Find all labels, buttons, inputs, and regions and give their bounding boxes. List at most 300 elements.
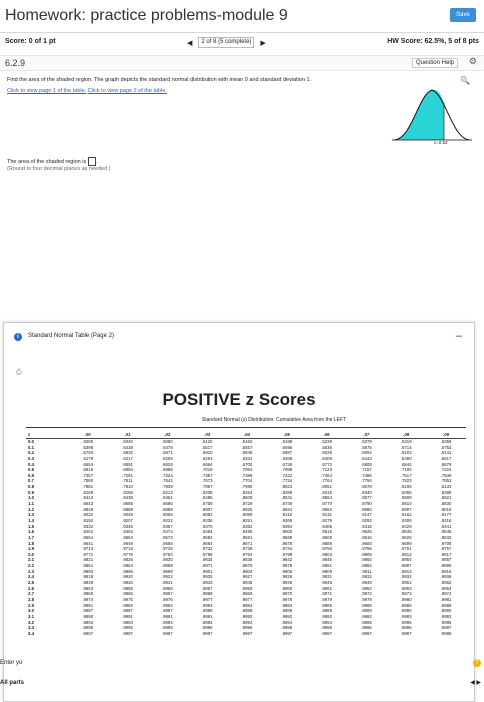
z-value-cell: 1.6 <box>28 529 34 535</box>
normal-curve-graph <box>392 85 472 147</box>
area-cell: .9686 <box>321 540 332 546</box>
area-cell: .8212 <box>161 489 173 495</box>
area-cell: .9706 <box>440 540 452 546</box>
area-cell: .9732 <box>201 546 213 552</box>
area-cell: .7580 <box>82 478 94 484</box>
area-cell: .9997 <box>122 630 133 636</box>
area-cell: .8599 <box>400 495 412 501</box>
area-cell: .9332 <box>82 523 94 529</box>
area-cell: .5319 <box>400 439 412 444</box>
area-cell: .9505 <box>281 529 293 535</box>
area-cell: .9964 <box>440 585 452 591</box>
area-cell: .9890 <box>440 563 452 569</box>
area-cell: .7823 <box>400 478 412 484</box>
area-cell: .6026 <box>321 450 332 456</box>
z-value-cell: 1.7 <box>28 534 34 540</box>
area-cell: .9987 <box>161 608 173 614</box>
z-value-cell: 3.4 <box>28 630 34 636</box>
area-cell: .9987 <box>82 608 94 614</box>
area-cell: .5871 <box>161 450 173 456</box>
area-cell: .8708 <box>201 501 213 507</box>
area-cell: .9406 <box>321 523 332 529</box>
column-header: .06 <box>323 432 330 437</box>
column-header: .00 <box>84 432 91 437</box>
printer-icon[interactable]: ⎙ <box>16 369 22 376</box>
area-cell: .6293 <box>201 455 213 461</box>
area-cell: .9591 <box>241 534 253 540</box>
area-cell: .9990 <box>440 608 452 614</box>
area-cell: .6064 <box>361 450 372 456</box>
area-cell: .9896 <box>122 568 133 574</box>
area-cell: .7704 <box>241 478 253 484</box>
area-cell: .8078 <box>361 484 372 490</box>
area-cell: .7734 <box>281 478 293 484</box>
area-cell: .5120 <box>201 439 213 444</box>
area-cell: .9812 <box>400 551 412 557</box>
area-cell: .9992 <box>281 613 293 619</box>
area-cell: .6443 <box>361 455 372 461</box>
z-value-cell: 1.9 <box>28 546 34 552</box>
area-cell: .8264 <box>241 489 253 495</box>
area-cell: .9713 <box>82 546 94 552</box>
page-arrows <box>470 679 481 686</box>
area-cell: .9834 <box>201 557 213 563</box>
area-cell: .9838 <box>241 557 253 563</box>
area-cell: .9678 <box>281 540 293 546</box>
area-cell: .5359 <box>440 439 452 444</box>
area-cell: .9463 <box>122 529 133 535</box>
area-cell: .8413 <box>82 495 94 501</box>
area-cell: .9192 <box>82 517 94 523</box>
area-cell: .9265 <box>281 517 293 523</box>
area-cell: .9761 <box>400 546 412 552</box>
area-cell: .9306 <box>400 517 412 523</box>
area-cell: .7257 <box>82 472 94 478</box>
area-cell: .7939 <box>161 484 173 490</box>
z-value-cell: 0.6 <box>28 472 34 478</box>
area-cell: .8686 <box>161 501 173 507</box>
area-cell: .8159 <box>82 489 94 495</box>
area-cell: .6331 <box>241 455 253 461</box>
area-cell: .8389 <box>440 489 452 495</box>
gear-icon[interactable]: ⚙ <box>468 56 477 66</box>
area-cell: .7764 <box>321 478 332 484</box>
question-select[interactable]: 2 of 8 (5 complete) <box>198 37 254 48</box>
area-cell: .9992 <box>321 613 332 619</box>
area-cell: .5080 <box>161 439 173 444</box>
area-cell: .9976 <box>161 596 173 602</box>
area-cell: .8888 <box>161 506 173 512</box>
area-cell: .9977 <box>201 596 213 602</box>
area-cell: .5517 <box>201 444 213 450</box>
column-header: z <box>28 432 31 437</box>
z-value-cell: 2.4 <box>28 574 34 580</box>
area-cell: .9884 <box>361 563 372 569</box>
area-cell: .9767 <box>440 546 452 552</box>
area-cell: .9115 <box>281 512 292 518</box>
area-cell: .9066 <box>161 512 173 518</box>
z-value-cell: 2.8 <box>28 596 34 602</box>
area-cell: .9997 <box>281 630 293 636</box>
area-cell: .9956 <box>161 585 173 591</box>
area-cell: .9996 <box>201 625 213 631</box>
area-cell: .5160 <box>241 439 253 444</box>
round-note: (Round to four decimal places as needed.) <box>7 166 111 172</box>
area-prompt: The area of the shaded region is . <box>7 158 98 165</box>
area-cell: .6368 <box>281 455 293 461</box>
question-help-button[interactable]: Question Help <box>412 58 458 68</box>
z-value-cell: 0.4 <box>28 461 34 467</box>
area-cell: .9995 <box>400 619 412 625</box>
area-cell: .9898 <box>161 568 173 574</box>
z-value-cell: 3.2 <box>28 619 34 625</box>
area-cell: .9099 <box>241 512 253 518</box>
area-cell: .9996 <box>361 625 372 631</box>
area-cell: .8849 <box>82 506 94 512</box>
area-cell: .9909 <box>321 568 332 574</box>
area-cell: .9808 <box>361 551 372 557</box>
area-cell: .9938 <box>82 580 94 586</box>
area-cell: .9875 <box>241 563 253 569</box>
area-cell: .5793 <box>82 450 94 456</box>
z-value-cell: 3.1 <box>28 613 34 619</box>
column-header: .04 <box>243 432 250 437</box>
area-cell: .9957 <box>201 585 213 591</box>
table-header-row <box>26 431 466 439</box>
area-cell: .9953 <box>82 585 94 591</box>
area-cell: .9973 <box>400 591 412 597</box>
area-cell: .7019 <box>201 467 213 473</box>
z-value-cell: 0.0 <box>28 439 34 444</box>
area-cell: .9952 <box>440 580 452 586</box>
area-cell: .9997 <box>400 630 412 636</box>
area-cell: .9997 <box>241 630 253 636</box>
area-cell: .9934 <box>400 574 412 580</box>
area-cell: .9989 <box>361 608 372 614</box>
area-cell: .6879 <box>440 461 452 467</box>
area-cell: .9943 <box>201 580 213 586</box>
save-button[interactable]: Save <box>450 8 476 22</box>
area-cell: .9279 <box>321 517 332 523</box>
area-cell: .9927 <box>241 574 253 580</box>
area-cell: .9251 <box>241 517 253 523</box>
area-cell: .9977 <box>241 596 253 602</box>
area-cell: .9986 <box>440 602 452 608</box>
area-cell: .9887 <box>400 563 412 569</box>
z-value-cell: 3.0 <box>28 608 34 614</box>
area-cell: .5398 <box>82 444 94 450</box>
z-value-cell: 2.5 <box>28 580 34 586</box>
area-cell: .9936 <box>440 574 452 580</box>
area-cell: .9864 <box>122 563 133 569</box>
area-cell: .7291 <box>122 472 133 478</box>
next-page-button[interactable]: ▶ <box>476 680 481 686</box>
area-cell: .9726 <box>161 546 173 552</box>
z-value-cell: 0.7 <box>28 478 34 484</box>
answer-input[interactable] <box>88 157 96 166</box>
table-links <box>7 88 167 94</box>
area-cell: .9991 <box>122 613 133 619</box>
area-cell: .9990 <box>400 608 412 614</box>
area-cell: .9850 <box>361 557 372 563</box>
area-cell: .7611 <box>122 478 133 484</box>
area-cell: .9997 <box>82 630 94 636</box>
all-parts-text: All parts <box>0 680 25 686</box>
area-cell: .9974 <box>82 596 94 602</box>
area-cell: .6808 <box>361 461 372 467</box>
area-cell: .9573 <box>161 534 173 540</box>
area-cell: .9906 <box>281 568 293 574</box>
area-cell: .7422 <box>281 472 293 478</box>
area-cell: .9991 <box>201 613 213 619</box>
z-value-cell: 1.2 <box>28 506 34 512</box>
area-cell: .9846 <box>321 557 332 563</box>
area-cell: .9974 <box>440 591 452 597</box>
column-header: .07 <box>363 432 370 437</box>
z-table <box>26 431 466 636</box>
area-cell: .9633 <box>440 534 452 540</box>
area-cell: .9925 <box>201 574 213 580</box>
area-cell: .9982 <box>161 602 173 608</box>
magnifier-icon[interactable]: 🔍 <box>460 76 470 85</box>
area-cell: .9515 <box>321 529 332 535</box>
area-cell: .9871 <box>201 563 213 569</box>
area-cell: .9949 <box>361 580 372 586</box>
area-cell: .8621 <box>440 495 452 501</box>
z-value-cell: 1.3 <box>28 512 34 518</box>
area-cell: .8106 <box>400 484 412 490</box>
area-cell: .9983 <box>201 602 213 608</box>
question-nav <box>187 37 266 48</box>
prev-page-button[interactable]: ◀ <box>470 680 475 686</box>
area-cell: .8944 <box>281 506 293 512</box>
area-cell: .8643 <box>82 501 94 507</box>
prev-question-button[interactable]: ◀ <box>187 39 193 47</box>
top-bar <box>0 0 484 33</box>
area-cell: .8790 <box>361 501 372 507</box>
area-cell: .7054 <box>241 467 253 473</box>
standard-normal-table-panel <box>3 322 475 702</box>
area-cell: .7224 <box>440 467 452 473</box>
area-cell: .6736 <box>281 461 293 467</box>
area-cell: .8438 <box>122 495 133 501</box>
area-cell: .9625 <box>400 534 412 540</box>
area-cell: .9971 <box>321 591 332 597</box>
area-cell: .9963 <box>400 585 412 591</box>
area-cell: .5753 <box>440 444 452 450</box>
area-cell: .9969 <box>241 591 253 597</box>
area-cell: .7123 <box>321 467 332 473</box>
area-cell: .8485 <box>201 495 213 501</box>
area-cell: .8238 <box>201 489 213 495</box>
area-cell: .9881 <box>321 563 332 569</box>
area-cell: .9994 <box>201 619 213 625</box>
area-cell: .9979 <box>321 596 332 602</box>
table-page2-link[interactable]: Click to view page 2 of the table. <box>87 88 167 94</box>
area-cell: .7357 <box>201 472 213 478</box>
area-cell: .9616 <box>361 534 372 540</box>
area-cell: .9960 <box>281 585 293 591</box>
area-cell: .9738 <box>241 546 253 552</box>
area-cell: .5948 <box>241 450 253 456</box>
z-value-cell: 1.5 <box>28 523 34 529</box>
area-cell: .9382 <box>241 523 253 529</box>
area-cell: .9817 <box>440 551 452 557</box>
area-cell: .9177 <box>440 512 452 518</box>
area-cell: .9993 <box>400 613 412 619</box>
question-number: 6.2.9 <box>5 58 26 68</box>
area-cell: .8133 <box>440 484 452 490</box>
area-cell: .9319 <box>440 517 452 523</box>
area-cell: .8770 <box>321 501 332 507</box>
z-value-cell: 0.1 <box>28 444 34 450</box>
area-cell: .9962 <box>361 585 372 591</box>
area-cell: .9966 <box>122 591 133 597</box>
z-value-cell: 0.5 <box>28 467 34 473</box>
z-value-cell: 0.3 <box>28 455 34 461</box>
area-cell: .9941 <box>161 580 173 586</box>
area-cell: .8830 <box>440 501 452 507</box>
area-cell: .9608 <box>321 534 332 540</box>
area-cell: .9474 <box>161 529 173 535</box>
area-cell: .9772 <box>82 551 94 557</box>
area-cell: .9904 <box>241 568 253 574</box>
area-cell: .7389 <box>241 472 253 478</box>
area-cell: .9979 <box>361 596 372 602</box>
area-cell: .9995 <box>361 619 372 625</box>
area-cell: .9951 <box>400 580 412 586</box>
area-cell: .9913 <box>400 568 412 574</box>
area-cell: .8749 <box>281 501 293 507</box>
column-header: .01 <box>124 432 131 437</box>
area-cell: .9719 <box>122 546 133 552</box>
area-cell: .9370 <box>201 523 213 529</box>
area-cell: .9868 <box>161 563 173 569</box>
area-cell: .9693 <box>361 540 372 546</box>
shaded-region <box>394 90 444 140</box>
area-cell: .7967 <box>201 484 213 490</box>
area-cell: .9292 <box>361 517 372 523</box>
area-cell: .9441 <box>440 523 452 529</box>
area-cell: .8340 <box>361 489 372 495</box>
area-cell: .8962 <box>321 506 332 512</box>
area-cell: .5636 <box>321 444 332 450</box>
column-header: .09 <box>443 432 450 437</box>
area-cell: .9967 <box>161 591 173 597</box>
area-cell: .6772 <box>321 461 332 467</box>
area-cell: .9989 <box>281 608 293 614</box>
z-value-cell: 3.3 <box>28 625 34 631</box>
area-cell: .9452 <box>82 529 94 535</box>
area-cell: .9989 <box>321 608 332 614</box>
column-header: .05 <box>283 432 290 437</box>
minimize-icon[interactable]: – <box>455 330 462 342</box>
area-cell: .9545 <box>440 529 452 535</box>
area-cell: .9993 <box>440 613 452 619</box>
area-cell: .9984 <box>241 602 253 608</box>
area-cell: .5557 <box>241 444 253 450</box>
area-cell: .6255 <box>161 455 173 461</box>
area-cell: .8907 <box>201 506 213 512</box>
z-label: z=0.62 <box>434 140 448 145</box>
area-cell: .5987 <box>281 450 293 456</box>
area-cell: .5239 <box>321 439 332 444</box>
area-cell: .9994 <box>161 619 173 625</box>
area-cell: .9750 <box>321 546 332 552</box>
area-cell: .9990 <box>82 613 94 619</box>
area-cell: .9988 <box>241 608 253 614</box>
area-cell: .9995 <box>161 625 173 631</box>
problem-instruction: Find the area of the shaded region. The graph depicts the standard normal distribution with mean 0 and standard deviation 1. <box>7 77 312 83</box>
area-cell: .9147 <box>361 512 372 518</box>
help-icon[interactable]: ? <box>473 659 481 667</box>
area-cell: .9911 <box>361 568 372 574</box>
area-cell: .9922 <box>161 574 173 580</box>
z-value-cell: 2.7 <box>28 591 34 597</box>
area-cell: .7642 <box>161 478 173 484</box>
area-cell: .8925 <box>241 506 253 512</box>
area-cell: .9982 <box>122 602 133 608</box>
area-cell: .9418 <box>361 523 372 529</box>
area-cell: .6915 <box>82 467 94 473</box>
area-cell: .9535 <box>400 529 412 535</box>
area-cell: .9131 <box>321 512 332 518</box>
area-cell: .5199 <box>281 439 293 444</box>
area-cell: .8665 <box>122 501 133 507</box>
area-cell: .9955 <box>122 585 133 591</box>
area-cell: .5910 <box>201 450 213 456</box>
area-cell: .9994 <box>281 619 293 625</box>
table-page1-link[interactable]: Click to view page 1 of the table. <box>7 88 87 94</box>
next-question-button[interactable]: ▶ <box>260 39 266 47</box>
area-cell: .9656 <box>161 540 173 546</box>
area-cell: .6554 <box>82 461 94 467</box>
area-cell: .9032 <box>82 512 94 518</box>
area-cell: .9861 <box>82 563 94 569</box>
area-cell: .8980 <box>361 506 372 512</box>
area-cell: .9821 <box>82 557 94 563</box>
area-cell: .9649 <box>122 540 133 546</box>
area-cell: .9920 <box>122 574 133 580</box>
area-cell: .9992 <box>361 613 372 619</box>
z-value-cell: 2.9 <box>28 602 34 608</box>
area-cell: .9995 <box>82 625 94 631</box>
area-cell: .9564 <box>122 534 133 540</box>
area-cell: .6406 <box>321 455 332 461</box>
area-cell: .9965 <box>82 591 94 597</box>
area-cell: .6628 <box>161 461 173 467</box>
area-cell: .9842 <box>281 557 293 563</box>
area-cell: .9893 <box>82 568 94 574</box>
area-cell: .8051 <box>321 484 332 490</box>
hw-score: HW Score: 62.5%, 5 of 8 pts <box>387 38 479 45</box>
area-cell: .9744 <box>281 546 293 552</box>
area-cell: .9998 <box>440 630 452 636</box>
area-cell: .9972 <box>361 591 372 597</box>
area-cell: .9664 <box>201 540 213 546</box>
area-cell: .9918 <box>82 574 94 580</box>
column-header: .02 <box>164 432 171 437</box>
area-cell: .9948 <box>321 580 332 586</box>
page-title: Homework: practice problems-module 9 <box>5 7 288 24</box>
z-value-cell: 1.1 <box>28 501 34 507</box>
area-cell: .9946 <box>281 580 293 586</box>
area-cell: .6700 <box>241 461 253 467</box>
area-cell: .9878 <box>281 563 293 569</box>
area-cell: .6591 <box>122 461 133 467</box>
area-cell: .9854 <box>400 557 412 563</box>
area-cell: .7794 <box>361 478 372 484</box>
